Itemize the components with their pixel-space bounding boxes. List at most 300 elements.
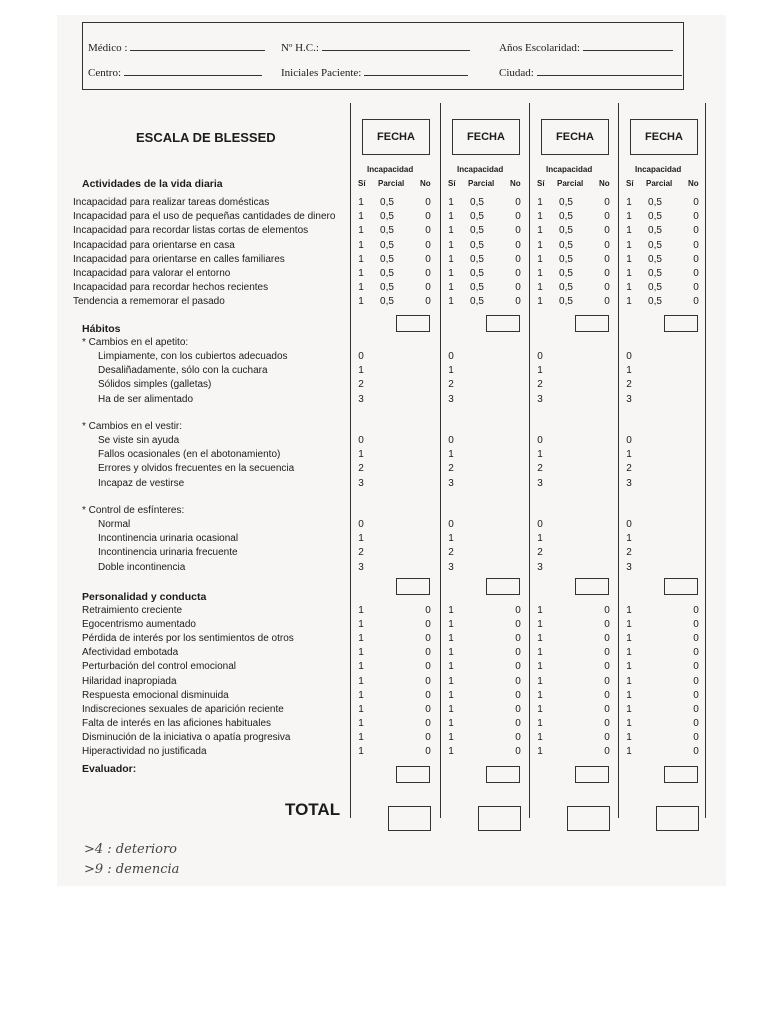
nhc-field[interactable] (281, 41, 470, 54)
score-no: 0 (425, 717, 431, 729)
score-parcial: 0,5 (648, 197, 662, 208)
score-si: 1 (626, 661, 632, 673)
habitos-group-title: * Cambios en el apetito: (82, 337, 189, 348)
habito-score: 0 (448, 351, 454, 362)
incapacidad-header: Incapacidad (367, 165, 414, 174)
habito-score: 2 (448, 547, 454, 559)
score-si: 1 (358, 633, 364, 645)
habito-score: 3 (537, 393, 543, 405)
score-parcial: 0,5 (380, 225, 394, 237)
score-si: 1 (537, 661, 543, 673)
score-parcial: 0,5 (648, 239, 662, 251)
anos-field[interactable] (499, 41, 673, 54)
habitos-title: Hábitos (82, 323, 121, 335)
score-si: 1 (537, 633, 543, 645)
score-no: 0 (693, 296, 699, 308)
score-si: 1 (626, 689, 632, 701)
score-si: 1 (626, 239, 632, 251)
centro-field[interactable] (88, 66, 262, 79)
score-parcial: 0,5 (470, 197, 484, 208)
score-si: 1 (626, 268, 632, 279)
score-si: 1 (626, 296, 632, 308)
habito-score: 0 (358, 351, 364, 362)
score-no: 0 (425, 225, 431, 237)
ciudad-field[interactable] (499, 66, 682, 79)
habito-score: 1 (626, 365, 632, 377)
score-parcial: 0,5 (648, 225, 662, 237)
score-no: 0 (515, 225, 521, 237)
score-parcial: 0,5 (559, 282, 573, 294)
score-si: 1 (448, 253, 454, 265)
col-si-header: Sí (537, 179, 545, 188)
score-no: 0 (604, 619, 610, 631)
habito-score: 2 (626, 379, 632, 391)
score-no: 0 (693, 211, 699, 223)
score-si: 1 (358, 211, 364, 223)
habito-score: 1 (448, 365, 454, 377)
score-no: 0 (693, 239, 699, 251)
score-no: 0 (425, 689, 431, 701)
score-si: 1 (537, 746, 543, 757)
habito-score: 3 (448, 477, 454, 489)
score-si: 1 (448, 633, 454, 645)
score-si: 1 (626, 703, 632, 715)
habito-score: 2 (626, 463, 632, 475)
score-no: 0 (693, 282, 699, 294)
habitos-group-title: * Cambios en el vestir: (82, 421, 183, 432)
score-si: 1 (358, 619, 364, 631)
score-no: 0 (515, 717, 521, 729)
habito-score: 0 (626, 519, 632, 530)
score-si: 1 (626, 197, 632, 208)
habito-score: 3 (358, 477, 364, 489)
actividad-item: Incapacidad para realizar tareas domésticas (73, 197, 270, 208)
score-parcial: 0,5 (559, 225, 573, 237)
score-si: 1 (448, 717, 454, 729)
score-no: 0 (604, 746, 610, 757)
habito-score: 2 (358, 463, 364, 475)
score-si: 1 (358, 282, 364, 294)
evaluador-label: Evaluador: (82, 763, 137, 775)
score-si: 1 (537, 703, 543, 715)
score-no: 0 (515, 197, 521, 208)
habito-score: 0 (626, 351, 632, 362)
score-si: 1 (626, 717, 632, 729)
score-si: 1 (537, 731, 543, 743)
score-si: 1 (537, 647, 543, 659)
score-no: 0 (604, 225, 610, 237)
personalidad-item: Pérdida de interés por los sentimientos de otros (82, 633, 294, 645)
score-no: 0 (693, 661, 699, 673)
score-si: 1 (358, 731, 364, 743)
score-parcial: 0,5 (380, 211, 394, 223)
actividad-item: Incapacidad para el uso de pequeñas cantidades de dinero (73, 211, 336, 223)
score-no: 0 (693, 647, 699, 659)
personalidad-item: Egocentrismo aumentado (82, 619, 196, 631)
score-si: 1 (626, 282, 632, 294)
col-si-header: Sí (358, 179, 366, 188)
score-si: 1 (537, 239, 543, 251)
score-si: 1 (448, 703, 454, 715)
score-si: 1 (626, 746, 632, 757)
score-si: 1 (358, 197, 364, 208)
score-no: 0 (693, 225, 699, 237)
habito-score: 1 (448, 533, 454, 545)
habito-score: 3 (358, 393, 364, 405)
score-si: 1 (358, 605, 364, 616)
actividad-item: Incapacidad para valorar el entorno (73, 268, 231, 279)
score-parcial: 0,5 (470, 225, 484, 237)
subtotal-actividades-box-1[interactable] (396, 315, 430, 332)
personalidad-item: Disminución de la iniciativa o apatía progresiva (82, 731, 291, 743)
score-si: 1 (358, 225, 364, 237)
habito-item: Incapaz de vestirse (98, 477, 185, 489)
score-no: 0 (425, 197, 431, 208)
score-no: 0 (515, 633, 521, 645)
score-si: 1 (358, 689, 364, 701)
score-si: 1 (537, 619, 543, 631)
page-title: ESCALA DE BLESSED (136, 130, 276, 145)
subtotal-habitos-box-3[interactable] (575, 578, 609, 595)
score-si: 1 (537, 225, 543, 237)
score-no: 0 (693, 268, 699, 279)
personalidad-item: Respuesta emocional disminuida (82, 689, 229, 701)
score-parcial: 0,5 (470, 253, 484, 265)
habito-score: 1 (448, 449, 454, 461)
score-no: 0 (693, 633, 699, 645)
col-parcial-header: Parcial (378, 179, 405, 188)
total-box-1[interactable] (388, 806, 431, 831)
score-parcial: 0,5 (470, 282, 484, 294)
score-si: 1 (448, 661, 454, 673)
score-parcial: 0,5 (648, 268, 662, 279)
fecha-box-3[interactable]: FECHA (541, 119, 609, 155)
habito-score: 0 (626, 435, 632, 446)
score-no: 0 (693, 619, 699, 631)
habito-item: Limpiamente, con los cubiertos adecuados (98, 351, 288, 362)
actividad-item: Incapacidad para orientarse en calles familiares (73, 253, 285, 265)
score-si: 1 (537, 253, 543, 265)
ciudad-label: Ciudad: (499, 67, 534, 79)
score-no: 0 (693, 731, 699, 743)
score-si: 1 (537, 211, 543, 223)
score-no: 0 (425, 239, 431, 251)
score-no: 0 (604, 253, 610, 265)
col-no-header: No (420, 179, 431, 188)
score-si: 1 (448, 211, 454, 223)
score-no: 0 (604, 647, 610, 659)
score-si: 1 (448, 689, 454, 701)
score-no: 0 (425, 746, 431, 757)
actividad-item: Incapacidad para recordar listas cortas de elementos (73, 225, 309, 237)
score-si: 1 (626, 675, 632, 687)
score-si: 1 (626, 211, 632, 223)
habito-score: 3 (448, 561, 454, 573)
score-parcial: 0,5 (470, 239, 484, 251)
score-parcial: 0,5 (470, 211, 484, 223)
score-no: 0 (425, 647, 431, 659)
habito-score: 3 (537, 561, 543, 573)
score-no: 0 (604, 661, 610, 673)
habito-item: Errores y olvidos frecuentes en la secuencia (98, 463, 295, 475)
col-no-header: No (688, 179, 699, 188)
score-si: 1 (537, 605, 543, 616)
actividades-title: Actividades de la vida diaria (82, 178, 223, 190)
habito-score: 1 (537, 449, 543, 461)
score-si: 1 (626, 647, 632, 659)
score-parcial: 0,5 (380, 239, 394, 251)
habito-item: Normal (98, 519, 131, 530)
score-parcial: 0,5 (648, 282, 662, 294)
score-parcial: 0,5 (470, 296, 484, 308)
score-si: 1 (537, 717, 543, 729)
score-no: 0 (604, 282, 610, 294)
score-si: 1 (537, 689, 543, 701)
score-si: 1 (537, 268, 543, 279)
habitos-group-title: * Control de esfínteres: (82, 505, 185, 516)
score-no: 0 (693, 253, 699, 265)
personalidad-item: Afectividad embotada (82, 647, 179, 659)
score-parcial: 0,5 (380, 253, 394, 265)
subtotal-habitos-box-1[interactable] (396, 578, 430, 595)
score-no: 0 (693, 197, 699, 208)
score-parcial: 0,5 (380, 296, 394, 308)
subtotal-personalidad-box-1[interactable] (396, 766, 430, 783)
total-box-3[interactable] (567, 806, 610, 831)
score-parcial: 0,5 (559, 211, 573, 223)
header-box (82, 22, 684, 90)
score-no: 0 (425, 675, 431, 687)
score-si: 1 (448, 675, 454, 687)
col-parcial-header: Parcial (557, 179, 584, 188)
habito-score: 0 (537, 519, 543, 530)
personalidad-item: Indiscreciones sexuales de aparición reciente (82, 703, 284, 715)
score-parcial: 0,5 (559, 268, 573, 279)
score-si: 1 (448, 239, 454, 251)
score-no: 0 (604, 731, 610, 743)
subtotal-actividades-box-4[interactable] (664, 315, 698, 332)
iniciales-field[interactable] (281, 66, 468, 79)
habito-score: 1 (358, 365, 364, 377)
score-parcial: 0,5 (559, 239, 573, 251)
habito-score: 1 (626, 449, 632, 461)
handwritten-note-deterioro: >4 : deterioro (84, 842, 177, 857)
score-si: 1 (626, 605, 632, 616)
habito-item: Sólidos simples (galletas) (98, 379, 212, 391)
score-no: 0 (604, 197, 610, 208)
score-si: 1 (358, 268, 364, 279)
score-no: 0 (515, 661, 521, 673)
score-parcial: 0,5 (559, 296, 573, 308)
score-si: 1 (358, 703, 364, 715)
fecha-box-1[interactable]: FECHA (362, 119, 430, 155)
score-si: 1 (448, 225, 454, 237)
score-parcial: 0,5 (380, 197, 394, 208)
fecha-box-2[interactable]: FECHA (452, 119, 520, 155)
score-no: 0 (693, 717, 699, 729)
score-no: 0 (515, 268, 521, 279)
score-si: 1 (448, 605, 454, 616)
score-no: 0 (425, 619, 431, 631)
subtotal-habitos-box-2[interactable] (486, 578, 520, 595)
score-parcial: 0,5 (648, 253, 662, 265)
score-si: 1 (358, 239, 364, 251)
score-no: 0 (425, 268, 431, 279)
incapacidad-header: Incapacidad (635, 165, 682, 174)
score-si: 1 (626, 253, 632, 265)
habito-score: 1 (626, 533, 632, 545)
score-no: 0 (604, 211, 610, 223)
incapacidad-header: Incapacidad (546, 165, 593, 174)
score-si: 1 (537, 282, 543, 294)
score-no: 0 (604, 675, 610, 687)
habito-item: Incontinencia urinaria ocasional (98, 533, 239, 545)
score-si: 1 (448, 268, 454, 279)
total-box-2[interactable] (478, 806, 521, 831)
iniciales-label: Iniciales Paciente: (281, 67, 362, 79)
habito-score: 0 (537, 435, 543, 446)
score-si: 1 (448, 647, 454, 659)
score-si: 1 (448, 296, 454, 308)
actividad-item: Tendencia a rememorar el pasado (73, 296, 225, 308)
subtotal-habitos-box-4[interactable] (664, 578, 698, 595)
score-no: 0 (515, 731, 521, 743)
score-parcial: 0,5 (380, 282, 394, 294)
score-si: 1 (448, 282, 454, 294)
score-si: 1 (358, 661, 364, 673)
score-si: 1 (448, 746, 454, 757)
score-no: 0 (425, 605, 431, 616)
score-no: 0 (515, 605, 521, 616)
col-parcial-header: Parcial (646, 179, 673, 188)
habito-score: 1 (537, 533, 543, 545)
handwritten-note-demencia: >9 : demencia (84, 862, 180, 877)
col-no-header: No (599, 179, 610, 188)
score-no: 0 (425, 731, 431, 743)
score-si: 1 (537, 296, 543, 308)
col-no-header: No (510, 179, 521, 188)
score-no: 0 (425, 296, 431, 308)
habito-item: Se viste sin ayuda (98, 435, 180, 446)
score-no: 0 (515, 703, 521, 715)
personalidad-item: Retraimiento creciente (82, 605, 183, 616)
score-no: 0 (604, 239, 610, 251)
score-no: 0 (604, 689, 610, 701)
score-si: 1 (358, 675, 364, 687)
score-parcial: 0,5 (380, 268, 394, 279)
score-si: 1 (358, 647, 364, 659)
score-no: 0 (515, 253, 521, 265)
subtotal-actividades-box-2[interactable] (486, 315, 520, 332)
score-no: 0 (515, 296, 521, 308)
habito-score: 1 (358, 449, 364, 461)
habito-score: 2 (358, 379, 364, 391)
subtotal-personalidad-box-3[interactable] (575, 766, 609, 783)
score-no: 0 (693, 746, 699, 757)
habito-score: 2 (537, 463, 543, 475)
score-no: 0 (693, 689, 699, 701)
habito-item: Ha de ser alimentado (98, 393, 194, 405)
habito-item: Fallos ocasionales (en el abotonamiento) (98, 449, 281, 461)
subtotal-personalidad-box-2[interactable] (486, 766, 520, 783)
actividad-item: Incapacidad para orientarse en casa (73, 239, 235, 251)
score-no: 0 (693, 605, 699, 616)
habito-score: 2 (448, 379, 454, 391)
score-no: 0 (515, 675, 521, 687)
score-no: 0 (515, 211, 521, 223)
subtotal-personalidad-box-4[interactable] (664, 766, 698, 783)
score-no: 0 (515, 647, 521, 659)
total-label: TOTAL (285, 800, 341, 819)
score-parcial: 0,5 (559, 197, 573, 208)
score-no: 0 (515, 239, 521, 251)
score-no: 0 (425, 703, 431, 715)
total-box-4[interactable] (656, 806, 699, 831)
score-si: 1 (448, 731, 454, 743)
habito-item: Doble incontinencia (98, 561, 186, 573)
habito-score: 1 (358, 533, 364, 545)
score-no: 0 (515, 619, 521, 631)
score-si: 1 (626, 633, 632, 645)
score-parcial: 0,5 (648, 211, 662, 223)
score-si: 1 (358, 717, 364, 729)
habito-score: 3 (358, 561, 364, 573)
score-no: 0 (604, 296, 610, 308)
score-no: 0 (515, 689, 521, 701)
habito-score: 3 (448, 393, 454, 405)
score-si: 1 (448, 197, 454, 208)
personalidad-item: Perturbación del control emocional (82, 661, 236, 673)
habito-score: 3 (537, 477, 543, 489)
score-no: 0 (515, 282, 521, 294)
personalidad-title: Personalidad y conducta (82, 591, 207, 603)
habito-score: 3 (626, 393, 632, 405)
habito-score: 0 (358, 435, 364, 446)
score-no: 0 (604, 633, 610, 645)
col-parcial-header: Parcial (468, 179, 495, 188)
subtotal-actividades-box-3[interactable] (575, 315, 609, 332)
nhc-label: Nº H.C.: (281, 42, 319, 54)
score-no: 0 (425, 661, 431, 673)
score-si: 1 (626, 619, 632, 631)
habito-score: 3 (626, 477, 632, 489)
score-parcial: 0,5 (648, 296, 662, 308)
centro-label: Centro: (88, 67, 121, 79)
score-parcial: 0,5 (559, 253, 573, 265)
actividad-item: Incapacidad para recordar hechos recientes (73, 282, 269, 294)
score-no: 0 (425, 282, 431, 294)
score-no: 0 (604, 605, 610, 616)
score-si: 1 (626, 225, 632, 237)
score-si: 1 (448, 619, 454, 631)
medico-field[interactable] (88, 41, 265, 54)
score-parcial: 0,5 (470, 268, 484, 279)
score-si: 1 (537, 675, 543, 687)
habito-score: 2 (537, 379, 543, 391)
habito-score: 0 (448, 519, 454, 530)
score-no: 0 (604, 268, 610, 279)
habito-score: 2 (448, 463, 454, 475)
score-no: 0 (425, 253, 431, 265)
score-si: 1 (626, 731, 632, 743)
fecha-box-4[interactable]: FECHA (630, 119, 698, 155)
habito-score: 0 (358, 519, 364, 530)
score-no: 0 (425, 211, 431, 223)
habito-item: Incontinencia urinaria frecuente (98, 547, 238, 559)
col-si-header: Sí (448, 179, 456, 188)
habito-score: 0 (448, 435, 454, 446)
score-no: 0 (425, 633, 431, 645)
